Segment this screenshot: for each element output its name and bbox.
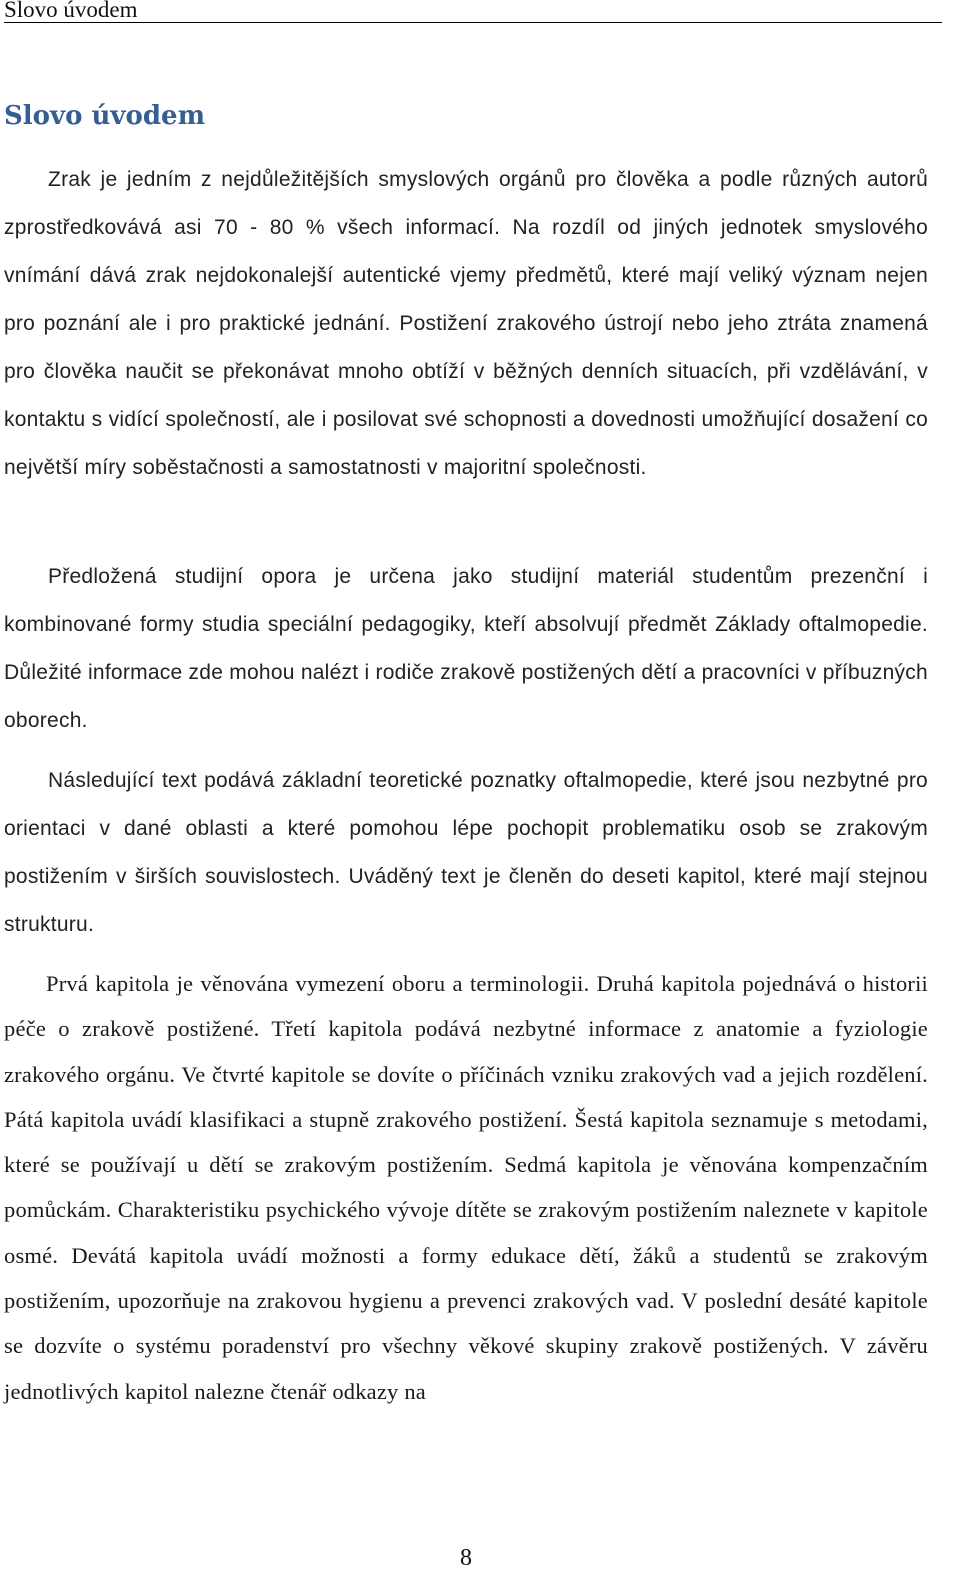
paragraph-chapter-summary: Prvá kapitola je věnována vymezení oboru a terminologii. Druhá kapitola pojednává o historii péče o zrakově postižené. Třetí kapitola podává nezbytné informace z anatomie a fyziologie zrakového orgánu. Ve čtvrté kapitole se dovíte o příčinách vzniku zrakových vad a jejich rozdělení. Pátá kapitola uvádí klasifikaci a stupně zrakového postižení. Šestá kapitola seznamuje s metodami, které se používají u dětí se zrakovým postižením. Sedmá kapitola je věnována kompenzačním pomůckám. Charakteristiku psychického vývoje dítěte se zrakovým postižením naleznete v kapitole osmé. Devátá kapitola uvádí možnosti a formy edukace dětí, žáků a studentů se zrakovým postižením, upozorňuje na zrakovou hygienu a prevenci zrakových vad. V poslední desáté kapitole se dozvíte o systému poradenství pro všechny věkové skupiny zrakově postižených. V závěru jednotlivých kapitol nalezne čtenář odkazy na <box>4 971 928 1404</box>
page-title: Slovo úvodem <box>4 101 206 131</box>
running-header: Slovo úvodem <box>4 0 942 23</box>
paragraph-study-support: Předložená studijní opora je určena jako studijní materiál studentům prezenční i kombinované formy studia speciální pedagogiky, kteří absolvují předmět Základy oftalmopedie. Důležité informace zde mohou nalézt i rodiče zrakově postižených dětí a pracovníci v příbuzných oborech. <box>4 565 928 732</box>
paragraph-intro: Zrak je jedním z nejdůležitějších smyslových orgánů pro člověka a podle různých autorů zprostředkovává asi 70 - 80 % všech informací. Na rozdíl od jiných jednotek smyslového vnímání dává zrak nejdokonalejší autentické vjemy předmětů, které mají veliký význam nejen pro poznání ale i pro praktické jednání. Postižení zrakového ústrojí nebo jeho ztráta znamená pro člověka naučit se překonávat mnoho obtíží v běžných denních situacích, při vzdělávání, v kontaktu s vidící společností, ale i posilovat své schopnosti a dovednosti umožňující dosažení co největší míry soběstačnosti a samostatnosti v majoritní společnosti. <box>4 168 928 479</box>
page-number: 8 <box>460 1545 472 1571</box>
paragraph-text-overview: Následující text podává základní teoretické poznatky oftalmopedie, které jsou nezbytné pro orientaci v dané oblasti a které pomohou lépe pochopit problematiku osob se zrakovým postižením v širších souvislostech. Uváděný text je členěn do deseti kapitol, které mají stejnou strukturu. <box>4 769 928 936</box>
